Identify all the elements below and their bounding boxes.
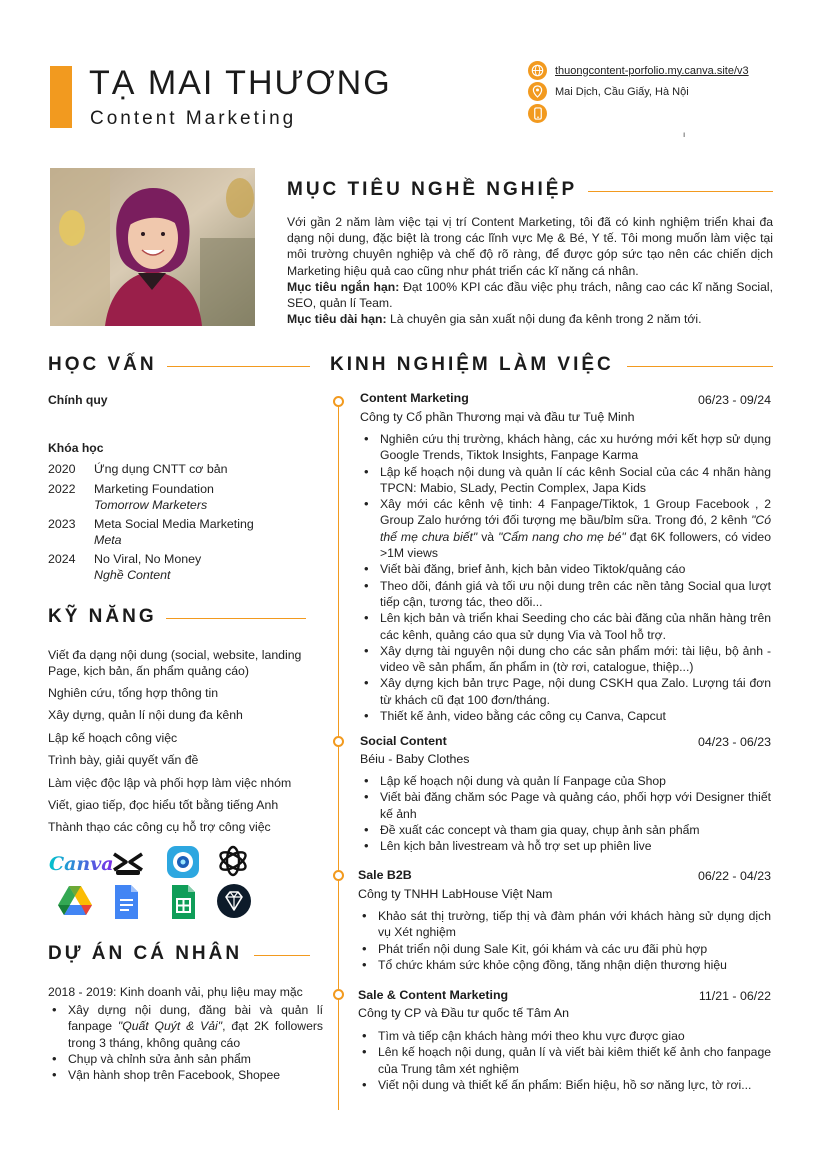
long-term-label: Mục tiêu dài hạn:: [287, 312, 387, 327]
short-term-text: Đạt 100% KPI các đầu việc phụ trách, nâng cao các kĩ năng Social, SEO, quản lí Team.: [287, 279, 773, 311]
accent-bar: [50, 66, 72, 128]
google-docs-icon: [112, 884, 148, 920]
job-bullet-text: Xây mới các kênh vệ tinh: 4 Fanpage/Tiktok, 1 Group Facebook , 2 Group Zalo hướng tới đối tượng mẹ bầu/bỉm sữa. Trong đó, 2 kênh: [380, 497, 771, 528]
projects-title: DỰ ÁN CÁ NHÂN: [48, 943, 243, 964]
skill-item: Viết, giao tiếp, đọc hiểu tốt bằng tiếng Anh: [48, 798, 279, 812]
experience-title: KINH NGHIỆM LÀM VIỆC: [330, 354, 614, 375]
job-bullet: • Lập kế hoạch nội dung và quản lí Fanpage của Shop: [360, 773, 771, 789]
project-bullet: • Chụp và chỉnh sửa ảnh sản phẩm: [48, 1051, 323, 1067]
job-company: Công ty TNHH LabHouse Việt Nam: [358, 887, 553, 901]
degree-label: Chính quy: [48, 393, 108, 407]
timeline-dot: [333, 396, 344, 407]
projects-divider: [254, 955, 310, 956]
skill-item: Viết đa dạng nội dung (social, website, landing Page, kịch bản, ấn phẩm quảng cáo): [48, 648, 302, 678]
profile-photo: [50, 168, 255, 326]
job-bullet-list: [360, 431, 771, 724]
google-drive-icon: [57, 884, 93, 920]
course-year: 2022: [48, 482, 76, 496]
diamond-app-icon: [216, 883, 252, 919]
timeline-dot: [333, 989, 344, 1000]
skills-divider: [166, 618, 306, 619]
skill-item: Trình bày, giải quyết vấn đề: [48, 753, 199, 767]
project-header: 2018 - 2019: Kinh doanh vải, phụ liệu may mặc: [48, 985, 303, 999]
openai-logo-icon: [215, 843, 251, 879]
timeline-dot: [333, 870, 344, 881]
course-title: Marketing Foundation: [94, 482, 214, 496]
channel-name: "Có thể mẹ chưa biết": [380, 513, 771, 544]
job-bullet-list: [360, 773, 771, 854]
contact-phone[interactable]: [528, 104, 555, 123]
objective-divider: [588, 191, 773, 192]
job-bullet: • Lên kịch bản và triển khai Seeding cho các bài đăng của nhãn hàng trên các kênh, quảng cáo qua sử dụng Via và Tool hỗ trợ.: [360, 610, 771, 643]
course-provider: Tomorrow Marketers: [94, 498, 208, 512]
skill-item: Thành thạo các công cụ hỗ trợ công việc: [48, 820, 271, 834]
website-link[interactable]: thuongcontent-porfolio.my.canva.site/v3: [555, 64, 749, 77]
job-bullet: • Phát triển nội dung Sale Kit, gói khám và các ưu đãi phù hợp: [358, 941, 771, 957]
job-bullet: • Nghiên cứu thị trường, khách hàng, các xu hướng mới kết hợp sử dụng Google Trends, Tiktok Insights, Fanpage Karma: [360, 431, 771, 464]
job-date: 04/23 - 06/23: [697, 735, 771, 749]
project-bullet-list: [48, 1002, 323, 1083]
job-bullet: • Lập kế hoạch nội dung và quản lí các kênh Social của các 4 nhãn hàng TPCN: Mabio, SLady, Pectin Complex, Japa Kids: [360, 464, 771, 497]
job-bullet-text: và: [477, 529, 499, 544]
job-bullet: • Khảo sát thị trường, tiếp thị và đàm phán với khách hàng sử dụng dịch vụ Xét nghiệm: [358, 908, 771, 941]
objective-text: Với gần 2 năm làm việc tại vị trí Content Marketing, tôi đã có kinh nghiệm triển khai đa dạng nội dung, đặc biệt là trong các lĩnh vực Mẹ & Bé, Y tế. Tôi mong muốn làm việc tại môi trường chuyên nghiệp và chế độ rõ ràng, để được góp sức tạo nên các chiến dịch Marketing hiệu quả cao cũng như phát triển các kĩ năng cá nhân.: [287, 215, 773, 278]
job-bullet: • Lên kịch bản livestream và hỗ trợ set up phiên live: [360, 838, 771, 854]
objective-title: MỤC TIÊU NGHỀ NGHIỆP: [287, 179, 578, 200]
course-title: Meta Social Media Marketing: [94, 517, 254, 531]
job-bullet: • Viết nội dung và thiết kế ấn phẩm: Biển hiệu, hồ sơ năng lực, tờ rơi...: [358, 1077, 771, 1093]
job-date: 06/22 - 04/23: [697, 869, 771, 883]
job-role: Sale & Content Marketing: [358, 988, 509, 1002]
objective-paragraph: [287, 214, 773, 327]
svg-text:Canva: Canva: [49, 853, 114, 875]
job-bullet: • Viết bài đăng chăm sóc Page và quảng cáo, phối hợp với Designer thiết kế ảnh: [360, 789, 771, 822]
location-pin-icon: [528, 82, 547, 101]
job-bullet: • Viết bài đăng, brief ảnh, kịch bản video Tiktok/quảng cáo: [360, 561, 771, 577]
job-bullet: • Thiết kế ảnh, video bằng các công cụ Canva, Capcut: [360, 708, 771, 724]
education-divider: [167, 366, 310, 367]
canva-logo-icon: [48, 846, 114, 882]
capcut-logo-icon: [110, 846, 146, 882]
course-year: 2024: [48, 552, 76, 566]
job-bullet: • Tìm và tiếp cận khách hàng mới theo khu vực được giao: [358, 1028, 771, 1044]
skill-item: Làm việc độc lập và phối hợp làm việc nhóm: [48, 776, 292, 790]
contact-address: [528, 82, 689, 101]
job-role: Social Content: [360, 734, 447, 748]
skill-item: Lập kế hoạch công việc: [48, 731, 178, 745]
job-bullet: • Theo dõi, đánh giá và tối ưu nội dung trên các nền tảng Social qua lượt tiếp cận, tương tác, theo dõi...: [360, 578, 771, 611]
experience-timeline: [338, 400, 339, 1110]
job-bullet: • Xây dựng kịch bản trực Page, nội dung CSKH qua Zalo. Lượng tái đơn từ khách cũ đạt 100 đơn/tháng.: [360, 675, 771, 708]
project-bullet-text: Xây dựng nội dung, đăng bài và quản lí fanpage: [68, 1003, 323, 1034]
project-bullet-text: , đạt 2K followers trong 3 tháng, không quảng cáo: [68, 1019, 323, 1050]
lens-app-icon: [165, 844, 201, 880]
course-provider: Meta: [94, 533, 122, 547]
candidate-name: TẠ MAI THƯƠNG: [89, 64, 392, 102]
stray-mark: ı: [683, 130, 686, 139]
job-bullet: • Xây dựng tài nguyên nội dung cho các sản phẩm mới: tài liệu, bộ ảnh - video về sản phẩm, ấn phẩm in (tờ rơi, catalogue, thiệp...): [360, 643, 771, 676]
course-year: 2020: [48, 462, 76, 476]
job-bullet: • Đề xuất các concept và tham gia quay, chụp ảnh sản phẩm: [360, 822, 771, 838]
contact-website[interactable]: [528, 61, 749, 80]
job-bullet-list: [358, 908, 771, 973]
courses-label: Khóa học: [48, 441, 104, 455]
job-company: Béiu - Baby Clothes: [360, 752, 470, 766]
long-term-text: Là chuyên gia sản xuất nội dung đa kênh trong 2 năm tới.: [389, 312, 702, 327]
job-bullet-list: [358, 1028, 771, 1093]
candidate-role: Content Marketing: [90, 108, 297, 129]
fanpage-name: "Quất Quýt & Vải": [117, 1019, 223, 1034]
course-provider: Nghề Content: [94, 568, 171, 582]
job-bullet: • Tổ chức khám sức khỏe cộng đồng, tăng nhận diện thương hiệu: [358, 957, 771, 973]
google-sheets-icon: [169, 884, 205, 920]
job-bullet-text: đạt 6K followers, có video >1M views: [380, 529, 771, 561]
job-company: Công ty Cổ phần Thương mại và đầu tư Tuệ Minh: [360, 410, 635, 424]
education-title: HỌC VẤN: [48, 354, 157, 375]
short-term-label: Mục tiêu ngắn hạn:: [287, 279, 400, 294]
job-bullet: [360, 496, 771, 561]
address-text: Mai Dịch, Cầu Giấy, Hà Nội: [555, 85, 689, 98]
job-role: Sale B2B: [358, 868, 412, 882]
job-company: Công ty CP và Đầu tư quốc tế Tâm An: [358, 1006, 570, 1020]
skills-title: KỸ NĂNG: [48, 606, 157, 627]
job-bullet: • Lên kế hoạch nội dung, quản lí và viết bài kiêm thiết kế ảnh cho fanpage của Trung tâm xét nghiệm: [358, 1044, 771, 1077]
experience-divider: [627, 366, 773, 367]
course-title: No Viral, No Money: [94, 552, 202, 566]
course-title: Ứng dụng CNTT cơ bản: [94, 462, 228, 476]
project-bullet: [48, 1002, 323, 1051]
skill-item: Nghiên cứu, tổng hợp thông tin: [48, 686, 219, 700]
phone-icon: [528, 104, 547, 123]
skill-item: Xây dựng, quản lí nội dung đa kênh: [48, 708, 243, 722]
timeline-dot: [333, 736, 344, 747]
job-role: Content Marketing: [360, 391, 469, 405]
project-bullet: • Vận hành shop trên Facebook, Shopee: [48, 1067, 323, 1083]
course-year: 2023: [48, 517, 76, 531]
channel-name: "Cẩm nang cho mẹ bé": [498, 529, 626, 544]
job-date: 11/21 - 06/22: [698, 989, 771, 1003]
job-date: 06/23 - 09/24: [697, 393, 771, 407]
globe-icon: [528, 61, 547, 80]
